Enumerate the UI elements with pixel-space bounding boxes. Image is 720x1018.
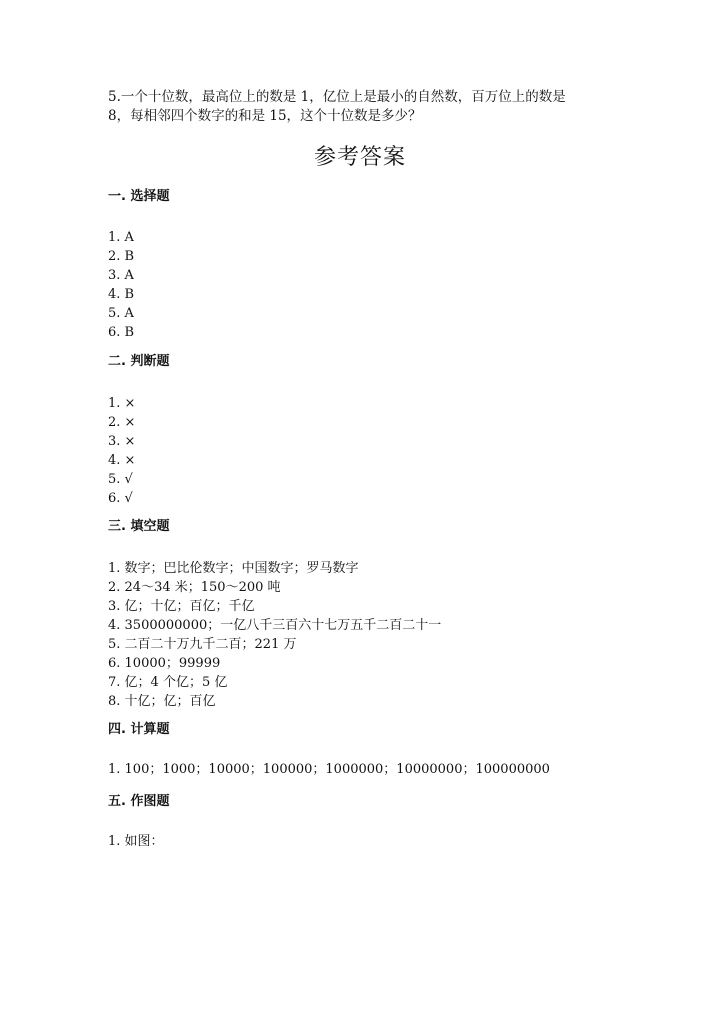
answer-list bbox=[108, 394, 628, 508]
answer-item: 6. B bbox=[108, 325, 135, 340]
answer-item: 1. 数字；巴比伦数字；中国数字；罗马数字 bbox=[108, 561, 359, 576]
answer-item: 5. A bbox=[108, 306, 134, 321]
answer-item: 6. 10000；99999 bbox=[108, 656, 221, 671]
section-true-false bbox=[108, 353, 628, 508]
answer-item: 3. A bbox=[108, 268, 134, 283]
answer-item: 3. 亿；十亿；百亿；千亿 bbox=[108, 599, 255, 614]
section-heading: 二. 判断题 bbox=[108, 354, 170, 369]
section-heading: 三. 填空题 bbox=[108, 519, 170, 534]
answer-item: 7. 亿；4 个亿；5 亿 bbox=[108, 675, 228, 690]
section-heading: 一. 选择题 bbox=[108, 189, 170, 204]
answer-item: 1. 100；1000；10000；100000；1000000；10000000；100000000 bbox=[108, 762, 550, 777]
answer-item: 6. √ bbox=[108, 491, 133, 506]
question-line-1: 5.一个十位数，最高位上的数是 1，亿位上是最小的自然数，百万位上的数是 bbox=[108, 89, 566, 105]
answer-item: 2. B bbox=[108, 249, 135, 264]
section-heading: 四. 计算题 bbox=[108, 722, 170, 737]
answer-item: 2. × bbox=[108, 415, 136, 430]
answer-item: 3. × bbox=[108, 434, 136, 449]
answer-item: 8. 十亿；亿；百亿 bbox=[108, 694, 216, 709]
answer-list bbox=[108, 228, 628, 342]
answer-item: 4. 3500000000；一亿八千三百六十七万五千二百二十一 bbox=[108, 618, 442, 633]
answer-title: 参考答案 bbox=[313, 145, 406, 170]
answer-item: 1. A bbox=[108, 230, 134, 245]
answer-item: 5. √ bbox=[108, 472, 133, 487]
answer-item: 4. × bbox=[108, 453, 136, 468]
answer-item: 2. 24～34 米；150～200 吨 bbox=[108, 580, 281, 595]
section-drawing bbox=[108, 793, 628, 851]
section-fill-in-blank bbox=[108, 518, 628, 711]
answer-item: 1. × bbox=[108, 396, 136, 411]
answer-list bbox=[108, 559, 628, 711]
answer-item: 1. 如图： bbox=[108, 834, 164, 849]
answer-item: 4. B bbox=[108, 287, 135, 302]
answer-list bbox=[108, 760, 628, 779]
question-line-2: 8，每相邻四个数字的和是 15，这个十位数是多少？ bbox=[108, 108, 422, 124]
section-heading: 五. 作图题 bbox=[108, 794, 170, 809]
section-multiple-choice bbox=[108, 188, 628, 342]
section-calculation bbox=[108, 721, 628, 779]
answer-list bbox=[108, 832, 628, 851]
question-5 bbox=[108, 88, 608, 126]
answer-item: 5. 二百二十万九千二百；221 万 bbox=[108, 637, 297, 652]
